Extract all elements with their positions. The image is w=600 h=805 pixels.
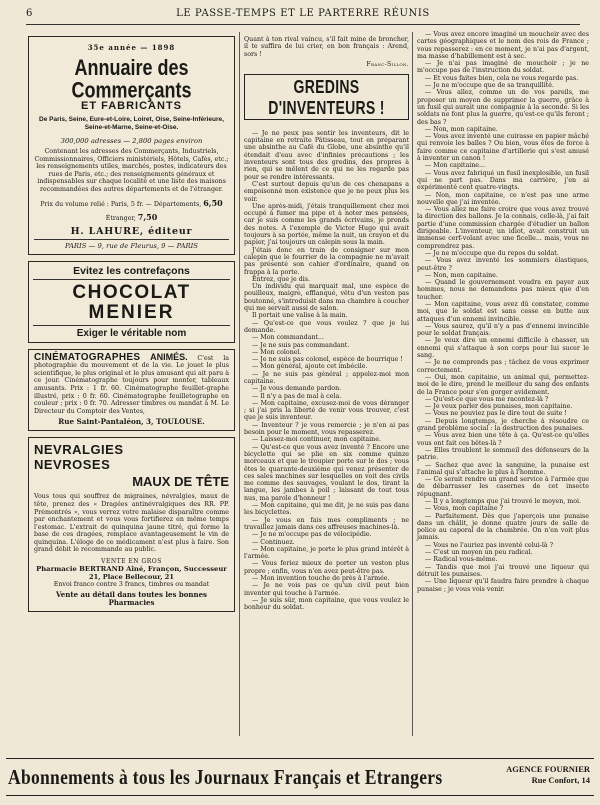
article-paragraph: — Je veux dire un ennemi difficile à chasser, un ennemi qui s'attaque à son corps pour lui sucer le sang. [417, 337, 589, 360]
article-paragraph: — Continuez. [252, 538, 295, 546]
ad-cinema-text: C'est la photographie du mouvement et de la vie. Le jouet le plus scientifique, le plus original et le plus amusant qui ait paru à ce jour. Cinématographe toujours pour monter, tableaux amusants. Prix : 1 fr. 60. Cinématographe feuillet-graphe illustré, prix : 0 fr. 60. Cinématographe feuilletographe en couleur ; prix : 0 fr. 70. Adresser timbres ou mandat à M. Le Directeur du Comptoir des Ventes, [34, 354, 229, 415]
ad-annuaire-subtitle: ET FABRICANTS [81, 100, 182, 112]
article-paragraph: — Je ne m'occupe que de sa tranquillité. [425, 82, 555, 90]
article-paragraph: — Je vous demande pardon. [252, 385, 342, 393]
ad-cinema-address: Rue Saint-Pantaléon, 3, TOULOUSE. [58, 417, 205, 427]
footer-agency-address: Rue Confort, 14 [531, 775, 590, 785]
ad-nevralgies-franco: Envoi franco contre 3 francs, timbres ou mandat [53, 581, 210, 589]
price-label: Prix du volume relié : Paris, 5 fr. — Départements, [40, 200, 202, 208]
footer-agency-name: AGENCE FOURNIER [506, 764, 590, 774]
article-paragraph: — Il y a longtemps que j'ai trouvé le moyen, moi. [425, 498, 582, 505]
article-paragraph: — Ce serait rendre un grand service à l'armée que de débarrasser les casernes de cet insecte répugnant. [417, 476, 589, 498]
ad-nevralgies-body: Vous tous qui souffrez de migraines, névralgies, maux de tête, prenez des « Dragées antinévralgiques des RR. PP. Prémontrés », vous verrez votre malaise disparaître comme par enchantement et vous vous fortifierez en même temps l'estomac. L'extrait de quinquina jaune titré, qui forme la base de ces dragées, remplace avantageusement le vin de quinquina. L'éloge de ce médicament n'est plus à faire. Son grand débit le recommande au public. [34, 493, 229, 554]
article-paragraph: — Mon capitaine, je porte le plus grand intérêt à l'armée. [244, 545, 409, 561]
ad-menier-brand: MENIER [88, 301, 175, 323]
article-paragraph: — Je ne m'occupe pas de vélocipédie. [252, 531, 372, 539]
article-paragraph: — Qu'est-ce que vous me racontez-là ? [425, 395, 549, 403]
article-paragraph: — Je ne comprends pas ; tâchez de vous exprimer correctement. [417, 359, 589, 374]
article-paragraph: Entrez, que je dis. [252, 275, 311, 283]
article-paragraph: — Mon capitaine, qui me dit, je ne suis pas dans les bicyclettes. [244, 502, 409, 517]
article-paragraph: — Qu'est-ce que vous voulez ? que je lui demande. [244, 319, 409, 334]
article-paragraph: — Radical vous-même. [425, 556, 498, 564]
price-value: 7,50 [137, 211, 158, 222]
article-paragraph: — Laissez-moi continuer, mon capitaine. [252, 436, 381, 444]
ad-nevralgies [28, 437, 235, 612]
ad-annuaire-description: Contenant les adresses des Commerçants, Industriels, Commissionnaires, Officiers ministériels, Hôtels, Cafés, etc.; les renseignements utiles, marchés, postes, indicateurs des rues de Paris, etc.; des renseignements généraux et indispensables sur chaque localité et une liste des maisons recommandées des autres départements et de l'étranger. [34, 148, 229, 193]
running-title: LE PASSE-TEMPS ET LE PARTERRE RÉUNIS [176, 8, 430, 19]
article-paragraph: — Vous allez, comme un de vos pareils, me proposer un moyen de supprimer la guerre, grâce à un fusil qui aurait une compagnie à la seconde. Si les soldats ne font plus la guerre, qu'est-ce qu'ils feront ; des bas ? [417, 89, 589, 126]
article-body-middle [244, 130, 409, 612]
article-paragraph: — Je vous en fais mes compliments ; ne travaillez jamais dans ces affreuses machines-là. [244, 516, 409, 531]
article-paragraph: — Je ne m'occupe que du repos du soldat. [425, 249, 559, 257]
ad-cinema-body [34, 351, 229, 416]
article-paragraph: — Non, mon capitaine. [425, 271, 498, 279]
article-paragraph: — Inventeur ? je vous remercie ; je n'en ai pas besoin pour le moment, vous repasserez. [244, 421, 409, 437]
article-paragraph: — Vous avez inventé les sommiers élastiques, peut-être ? [417, 257, 589, 272]
ad-nevralgies-vente: VENTE EN GROS [101, 558, 162, 566]
article-paragraph: — Mon capitaine, vous avez dû constater, comme moi, que le soldat est sans cesse en butte aux attaques d'un ennemi invincible. [417, 300, 589, 323]
ad-nevralgies-place: 21, Place Bellecour, 21 [89, 573, 174, 582]
article-paragraph: — Vous saurez, qu'il n'y a pas d'ennemi invincible pour le soldat français. [417, 322, 589, 338]
article-paragraph: — Mon commandant... [252, 334, 325, 342]
footer-headline: Abonnements à tous les Journaux Français et Etrangers [8, 765, 443, 789]
article-paragraph: — Je ne peux pas sentir les inventeurs, dit le capitaine en retraite Pâtisseau, tout en préparant une absinthe au Café du Globe, une absinthe qu'il étendait d'eau avec d'infinies précautions ; les inventeurs sont tous des gredins, des propres à rien, qui se mêlent de ce qui ne les regarde pas pour se rendre intéressants. [244, 129, 409, 181]
article-paragraph: — Vous avez fabriqué un fusil inexplosible, un fusil qui ne part pas. Dans ma carrière, j'en ai expérimenté cent quatre-vingts. [417, 169, 589, 192]
article-paragraph: — Mon capitaine, excusez-moi de vous déranger ; si j'ai pris la liberté de venir vous trouver, c'est que je suis inventeur. [244, 399, 409, 422]
page-number: 6 [26, 8, 33, 19]
advertisements-column [28, 36, 235, 618]
article-paragraph: — Parfaitement. Dès que j'aperçois une punaise dans un châlit, je donne quatre jours de salle de police au caporal de la chambrée. On n'en voit plus jamais. [417, 512, 589, 542]
article-paragraph: — Tandis que moi j'ai trouvé une liqueur qui détruit les punaises. [417, 563, 589, 578]
article-paragraph: — Je suis sûr, mon capitaine, que vous voulez le bonheur du soldat. [244, 596, 409, 612]
article-paragraph: — Vous avez encore imaginé un moucheir avec des cartes géographiques et le nom des rois de France ; vous repasserez : en ce moment, je n'ai pas d'argent, ma masse d'habillement est à sec. [417, 31, 589, 60]
article-paragraph: J'étais donc en train de consigner sur mon calepin que le fourrier de la compagnie ne m'avait pas présenté son cahier d'ordinaire, quand on frappa à la porte. [244, 246, 409, 276]
article-paragraph: — Vous ne l'auriez pas inventé celui-là ? [425, 541, 554, 549]
article-paragraph: — Sachez que avec la sanguine, la punaise est l'animal qui s'attache le plus à l'homme. [417, 461, 589, 476]
article-paragraph: — Je veux parler des punaises, mon capitaine. [425, 403, 573, 411]
ad-menier-warning: Evitez les contrefaçons [33, 265, 230, 280]
ad-nevralgies-line2: NEVROSES [34, 457, 111, 473]
article-title-box [244, 74, 409, 120]
ad-annuaire-editor: H. LAHURE, éditeur [70, 225, 193, 237]
ad-annuaire-address: PARIS — 9, rue de Fleurus, 9 — PARIS [34, 239, 229, 250]
article-paragraph: — Il n'y a pas de mal à cela. [252, 392, 342, 400]
ad-annuaire-adresses: 300,000 adresses — 2,800 pages environ [60, 137, 203, 145]
article-paragraph: — Je ne suis pas commandant. [252, 341, 350, 349]
article-paragraph: — Je ne suis pas colonel, espèce de bourrique ! [252, 356, 403, 364]
article-paragraph: — Non, mon capitaine. [425, 125, 498, 133]
article-paragraph: — Je ne suis pas général ; appelez-moi mon capitaine. [244, 370, 409, 385]
ad-annuaire-price-foreign [34, 212, 229, 222]
ad-nevralgies-line3: MAUX DE TÊTE [132, 474, 229, 490]
page-header [26, 8, 580, 25]
article-paragraph: — Oui, mon capitaine, un animal qui, permettez-moi de le dire, prend le meilleur du sang des enfants de la France pour s'en gorger avidement. [417, 373, 589, 396]
previous-article-signature: Franc-Sillon. [366, 60, 409, 68]
article-title: GREDINS D'INVENTEURS ! [268, 76, 385, 118]
article-paragraph: — Je ne vois pas ce qu'un civil peut bien inventer qui touche à l'armée. [244, 582, 409, 597]
article-paragraph: — Mon général, ajoute cet imbécile. [252, 363, 368, 371]
article-paragraph: — Elles troublent le sommeil des défenseurs de la patrie. [417, 446, 589, 462]
ad-annuaire-title: Annuaire des Commerçants [71, 54, 192, 103]
article-paragraph: — Et vous faites bien, cela ne vous regarde pas. [425, 74, 579, 82]
article-paragraph: — Vous avez inventé une cuirasse en papier mâché qui renvoie les balles ? Ou bien, vous êtes de force à faire comme ce capitaine d'artillerie qui s'est amusé à inventer un canon ! [417, 133, 589, 163]
price-label: Étranger, [105, 214, 136, 222]
ad-annuaire-departments: De Paris, Seine, Eure-et-Loire, Loiret, Oise, Seine-Inférieure, Seine-et-Marne, Seine-et-Oise. [39, 116, 224, 131]
ad-cinema-heading: CINÉMATOGRAPHES [34, 351, 141, 363]
article-paragraph: — Mon capitaine... [425, 162, 486, 170]
article-paragraph: — C'est un moyen un peu radical. [425, 549, 533, 557]
ad-menier [28, 261, 235, 343]
ad-nevralgies-pharmacie: Pharmacie BERTRAND Aîné, Françon, Successeur [36, 565, 227, 574]
article-paragraph: — Vous allez me faire croire que vous avez trouvé la direction des ballons. Je la connais, celle-là, j'ai fait partie d'une commission chargée d'étudier un ballon dirigeable. L'inventeur, un idiot, avait construit un immense cerf-volant avec une ficelle... mais, vous ne comprendrez pas. [417, 206, 589, 250]
article-paragraph: — Qu'est-ce que vous avez inventé ? Encore une bicyclette qui se plie en six comme quinze morceaux et que le troupier porte sur le dos ; vous êtes le quarante-deuxième qui venez présenter de ces sales machines sur lesquelles on voit des civils me comme des sauvages, voulant le dos, tirant la langue, les jambes à poil ; laissant de tout tous nus, ma parole d'honneur ! [244, 443, 409, 502]
article-paragraph: — Vous feriez mieux de porter un veston plus propre ; enfin, vous n'en avez peut-être pas. [244, 560, 409, 575]
article-paragraph: — Depuis longtemps, je cherche à résoudre ce grand problème social : la destruction des punaises. [417, 417, 589, 433]
article-paragraph: — Vous, mon capitaine ? [425, 505, 503, 513]
ad-cinema-animes: ANIMÉS. [150, 351, 188, 362]
article-paragraph: — Mon colonel. [252, 348, 302, 356]
footer-banner [6, 758, 594, 796]
footer-agency [506, 764, 590, 786]
ad-nevralgies-detail: Vente au détail dans toutes les bonnes Pharmacies [56, 590, 207, 608]
article-paragraph: — Vous ne pouviez pas le dire tout de suite ! [425, 410, 567, 418]
article-body-right [417, 31, 589, 593]
ad-annuaire [28, 36, 235, 255]
article-column-right [417, 31, 589, 593]
previous-article-end: Quant à ton rival vaincu, s'il fait mine de broncher, il te suffira de lui crier, en bon français : Arend, sors ! [244, 36, 409, 58]
ad-nevralgies-line1: NEVRALGIES [34, 442, 124, 458]
article-paragraph: — Une liqueur qu'il faudra faire prendre à chaque punaise ; je vous vois venir. [417, 578, 589, 593]
article-paragraph: Une après-midi, j'étais tranquillement chez moi occupé à fumer ma pipe et à noter mes pensées, car je suis comme les grands écrivains, je prends des notes. A l'exemple de Victor Hugo qui avait toujours à sa portée, même la nuit, un crayon et du papier, j'ai toujours un calepin sous la main. [244, 202, 409, 247]
article-paragraph: — Vous avez bien une tête à ça. Qu'est-ce qu'elles vous ont fait ces bêtes-là ? [417, 432, 589, 447]
article-paragraph: — Mon invention touche de près à l'armée. [252, 575, 390, 582]
ad-annuaire-year: 35e année — 1898 [87, 43, 176, 52]
article-paragraph: — Quand le gouvernement voudra en payer aux hommes, nous ne demandons pas mieux que d'en toucher. [417, 279, 589, 301]
article-paragraph: Il portait une valise à la main. [252, 312, 348, 320]
column-divider [412, 32, 413, 736]
column-divider [239, 32, 240, 736]
article-paragraph: — Je n'ai pas imaginé de mouchoir ; je ne m'occupe pas de l'instruction du soldat. [417, 60, 589, 75]
price-value: 6,50 [203, 197, 223, 208]
article-paragraph: — Non, mon capitaine, ce n'est pas une arme nouvelle que j'ai inventée. [417, 191, 589, 206]
article-paragraph: Un individu qui marquait mal, une espèce de pouilleux, maigre, efflanqué, vêtu d'un veston pas boutonné, s'introduisit dans ma chambre à coucher qui me servait aussi de salon. [244, 283, 409, 313]
article-column-middle [244, 36, 409, 611]
ad-menier-chocolat: CHOCOLAT [72, 281, 191, 303]
ad-cinematographes [28, 349, 235, 432]
ad-menier-exiger: Exiger le véritable nom [33, 325, 230, 339]
ad-annuaire-price [34, 198, 229, 208]
article-paragraph: C'est surtout depuis qu'un de ces chenapans a empoisonné mon existence que je ne peux plus les voir. [244, 180, 409, 203]
